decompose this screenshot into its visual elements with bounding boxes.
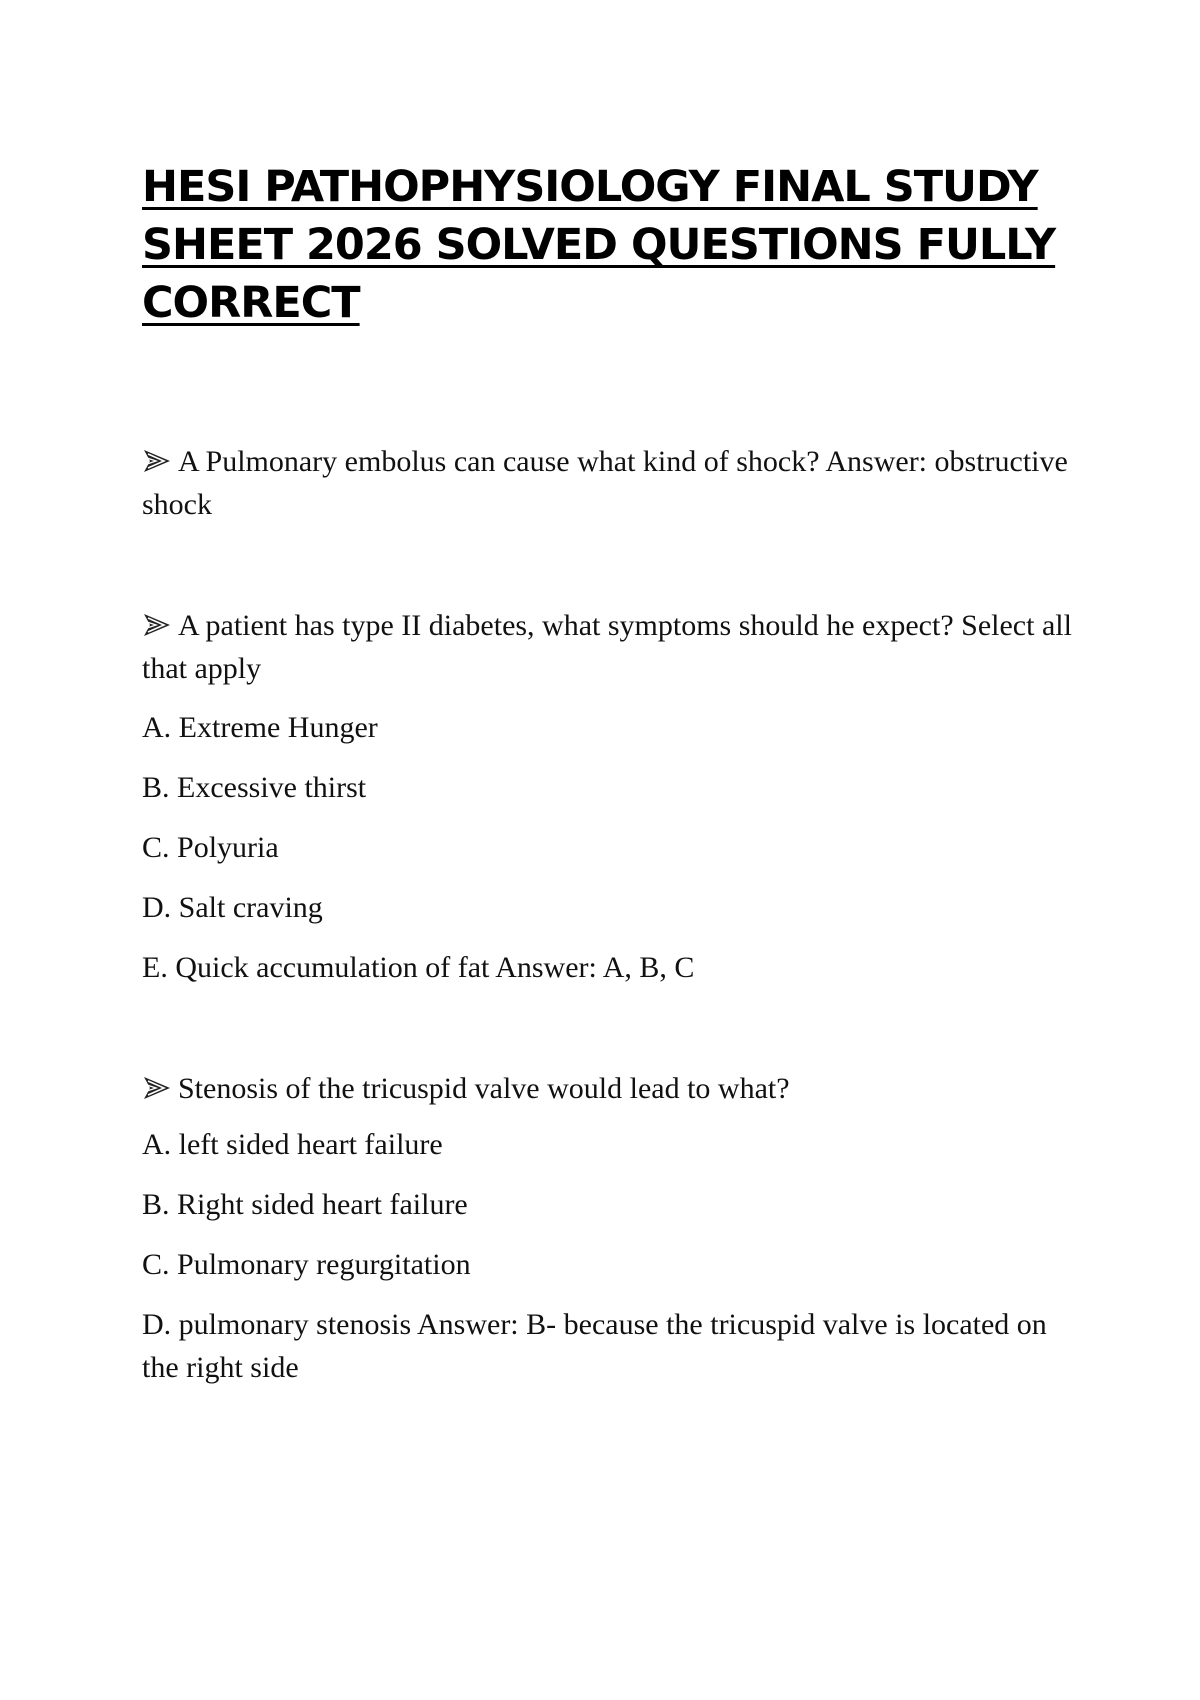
option-item: B. Excessive thirst	[142, 771, 367, 804]
question-label: Stenosis of the tricuspid valve would lead to what?	[178, 1072, 790, 1105]
title-line: SHEET 2026 SOLVED QUESTIONS FULLY	[142, 220, 1056, 270]
question-label: A Pulmonary embolus can cause what kind of shock? Answer: obstructive shock	[142, 445, 1068, 521]
question-label: A patient has type II diabetes, what symptoms should he expect? Select all that apply	[142, 609, 1072, 685]
question-text	[142, 604, 1072, 690]
question-block	[142, 604, 1072, 1006]
option-item: A. Extreme Hunger	[142, 711, 378, 744]
option-item: C. Polyuria	[142, 831, 279, 864]
arrowhead-bullet-icon	[142, 448, 172, 474]
title-line: HESI PATHOPHYSIOLOGY FINAL STUDY	[142, 162, 1038, 212]
option-item-wrapped: D. pulmonary stenosis Answer: B- because the tricuspid valve is located on the right side	[142, 1308, 1047, 1384]
arrowhead-bullet-icon	[142, 612, 172, 638]
option-item: A. left sided heart failure	[142, 1128, 443, 1161]
arrowhead-bullet-icon	[142, 1075, 172, 1101]
question-text	[142, 1067, 1072, 1110]
option-item: E. Quick accumulation of fat Answer: A, B, C	[142, 951, 695, 984]
option-item: D. Salt craving	[142, 891, 323, 924]
options-list	[142, 706, 1072, 989]
options-list	[142, 1123, 1072, 1389]
title-line: CORRECT	[142, 278, 360, 328]
document-title	[142, 158, 1056, 332]
question-block	[142, 440, 1072, 526]
question-block	[142, 1067, 1072, 1406]
question-text	[142, 440, 1072, 526]
option-item: B. Right sided heart failure	[142, 1188, 468, 1221]
option-item: C. Pulmonary regurgitation	[142, 1248, 471, 1281]
